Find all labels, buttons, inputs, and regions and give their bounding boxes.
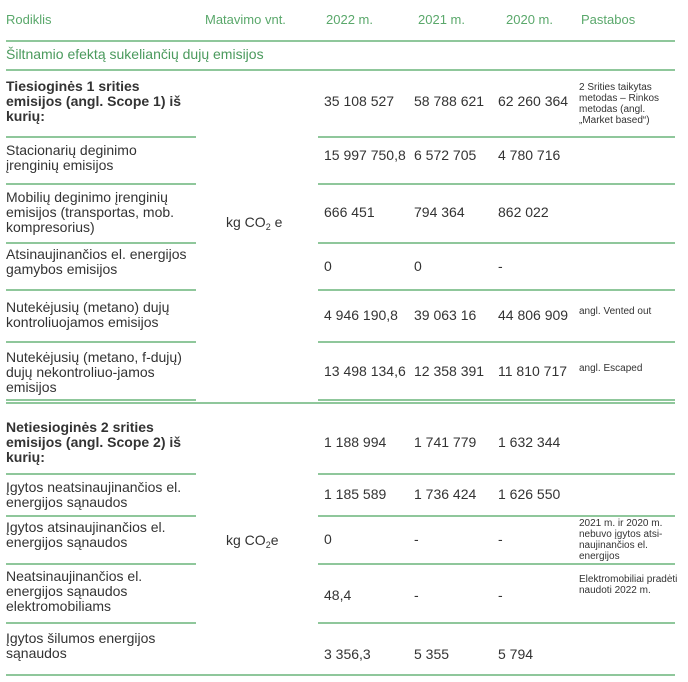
row-label: Mobilių deginimo įrenginių emisijos (transportas, mob. kompresorius) — [6, 189, 175, 235]
unit-scope1: kg $CO_2$ e — [226, 214, 283, 232]
cell-v2020: 44 806 909 — [498, 307, 569, 323]
cell-v2022: 1 185 589 — [324, 486, 387, 502]
section-divider — [6, 69, 675, 71]
cell-v2022: 1 188 994 — [324, 434, 387, 450]
cell-v2020: 4 780 716 — [498, 147, 561, 163]
row-divider — [318, 563, 675, 565]
cell-v2021: 1 741 779 — [414, 434, 477, 450]
cell-v2021: 39 063 16 — [414, 307, 477, 323]
row-note: 2021 m. ir 2020 m. nebuvo įgytos atsi-naujinančios el. energijos — [579, 518, 663, 562]
row-divider — [6, 242, 196, 244]
cell-v2021: 1 736 424 — [414, 486, 477, 502]
row-label: Nutekėjusių (metano) dujų kontroliuojamos emisijos — [6, 299, 170, 330]
row-divider — [318, 515, 675, 517]
block-divider — [6, 402, 675, 404]
cell-v2022: 666 451 — [324, 204, 375, 220]
row-note: angl. Vented out — [579, 306, 652, 317]
header-indicator: Rodiklis — [6, 12, 52, 27]
cell-v2020: 862 022 — [498, 204, 549, 220]
cell-v2020: - — [498, 587, 503, 603]
cell-v2020: 62 260 364 — [498, 93, 569, 109]
row-label: Įgytos atsinaujinančios el. energijos sąnaudos — [6, 519, 166, 550]
block-divider — [6, 674, 675, 676]
cell-v2022: 35 108 527 — [324, 93, 395, 109]
row-divider — [6, 183, 196, 185]
row-divider — [6, 515, 196, 517]
cell-v2022: 4 946 190,8 — [324, 307, 398, 323]
row-divider — [6, 289, 196, 291]
cell-v2021: 5 355 — [414, 646, 450, 662]
header-divider — [6, 40, 675, 42]
cell-v2022: 0 — [324, 258, 332, 274]
row-divider — [318, 136, 675, 138]
row-label: Įgytos šilumos energijos sąnaudos — [6, 630, 156, 661]
section-title: Šiltnamio efektą sukeliančių dujų emisijos — [6, 46, 264, 62]
header-notes: Pastabos — [581, 12, 636, 27]
row-note: 2 Srities taikytas metodas – Rinkos metodas (angl. „Market based“) — [579, 82, 660, 126]
row-label: Įgytos neatsinaujinančios el. energijos sąnaudos — [6, 479, 182, 510]
row-divider — [318, 622, 675, 624]
cell-v2020: 11 810 717 — [498, 363, 568, 379]
row-label: Stacionarių deginimo įrenginių emisijos — [6, 142, 137, 173]
cell-v2020: 1 626 550 — [498, 486, 561, 502]
row-note: Elektromobiliai pradėti naudoti 2022 m. — [579, 574, 678, 596]
row-divider — [6, 136, 196, 138]
cell-v2021: 794 364 — [414, 204, 465, 220]
row-divider — [6, 399, 196, 401]
row-divider — [318, 242, 675, 244]
cell-v2022: 0 — [324, 531, 332, 547]
cell-v2020: - — [498, 258, 503, 274]
row-label: Neatsinaujinančios el. energijos sąnaudos elektromobiliams — [6, 568, 143, 614]
cell-v2021: - — [414, 587, 419, 603]
row-divider — [6, 473, 196, 475]
cell-v2022: 3 356,3 — [324, 646, 371, 662]
cell-v2020: 5 794 — [498, 646, 534, 662]
cell-v2022: 48,4 — [324, 587, 352, 603]
cell-v2020: - — [498, 531, 503, 547]
cell-v2021: - — [414, 531, 419, 547]
cell-v2022: 13 498 134,6 — [324, 363, 406, 379]
row-label: Atsinaujinančios el. energijos gamybos emisijos — [6, 246, 187, 277]
row-divider — [318, 399, 675, 401]
row-divider — [6, 341, 196, 343]
row-divider — [6, 563, 196, 565]
cell-v2022: 15 997 750,8 — [324, 147, 406, 163]
header-2021: 2021 m. — [418, 12, 465, 27]
row-divider — [318, 289, 675, 291]
row-label: Netiesioginės 2 srities emisijos (angl. Scope 2) iš kurių: — [6, 419, 182, 465]
header-2020: 2020 m. — [506, 12, 553, 27]
header-2022: 2022 m. — [326, 12, 373, 27]
row-divider — [318, 183, 675, 185]
cell-v2020: 1 632 344 — [498, 434, 561, 450]
row-divider — [6, 622, 196, 624]
unit-scope2: kg $CO_2e$ — [226, 532, 279, 550]
header-unit: Matavimo vnt. — [205, 12, 286, 27]
cell-v2021: 12 358 391 — [414, 363, 485, 379]
cell-v2021: 58 788 621 — [414, 93, 485, 109]
row-label: Nutekėjusių (metano, f-dujų) dujų nekontroliuo-jamos emisijos — [6, 349, 182, 395]
row-divider — [318, 341, 675, 343]
row-label: Tiesioginės 1 srities emisijos (angl. Scope 1) iš kurių: — [6, 78, 182, 124]
cell-v2021: 6 572 705 — [414, 147, 477, 163]
row-divider — [318, 473, 675, 475]
cell-v2021: 0 — [414, 258, 422, 274]
row-note: angl. Escaped — [579, 363, 643, 374]
